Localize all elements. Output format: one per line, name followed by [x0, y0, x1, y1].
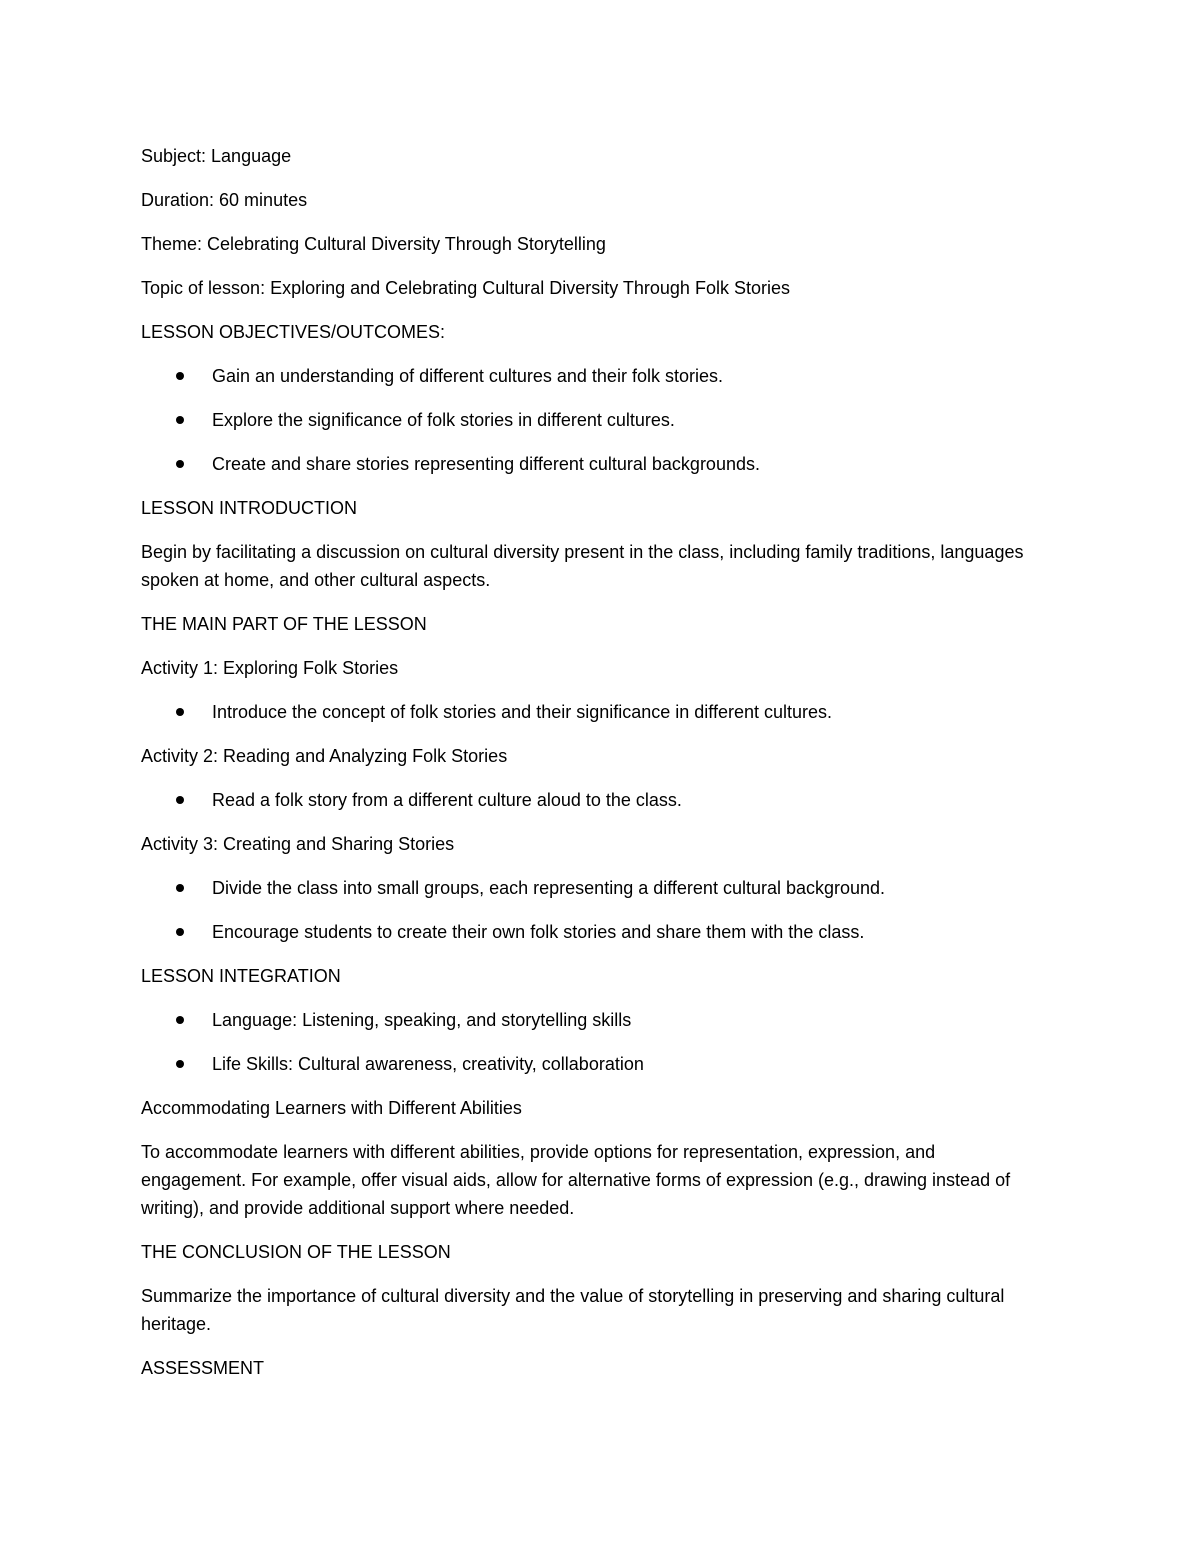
bullet-icon: [176, 928, 184, 936]
accommodating-heading: Accommodating Learners with Different Abilities: [141, 1098, 522, 1118]
bullet-icon: [176, 708, 184, 716]
theme-line: Theme: Celebrating Cultural Diversity Through Storytelling: [141, 234, 606, 254]
list-item-text: Gain an understanding of different cultures and their folk stories.: [212, 366, 723, 386]
activity-1-list: [141, 698, 1041, 726]
introduction-text: Begin by facilitating a discussion on cultural diversity present in the class, including family traditions, languages spoken at home, and other cultural aspects.: [141, 542, 1024, 590]
list-item-text: Explore the significance of folk stories in different cultures.: [212, 410, 675, 430]
main-part-heading: THE MAIN PART OF THE LESSON: [141, 614, 427, 634]
activity-3-list: [141, 874, 1041, 946]
bullet-icon: [176, 1016, 184, 1024]
list-item-text: Encourage students to create their own folk stories and share them with the class.: [212, 922, 865, 942]
bullet-icon: [176, 416, 184, 424]
duration-line: Duration: 60 minutes: [141, 190, 308, 210]
conclusion-heading: THE CONCLUSION OF THE LESSON: [141, 1242, 451, 1262]
integration-heading: LESSON INTEGRATION: [141, 966, 341, 986]
objectives-heading: LESSON OBJECTIVES/OUTCOMES:: [141, 322, 446, 342]
activity-3-title: Activity 3: Creating and Sharing Stories: [141, 834, 455, 854]
list-item-text: Create and share stories representing different cultural backgrounds.: [212, 454, 760, 474]
list-item: [141, 362, 1041, 390]
activity-2-list: [141, 786, 1041, 814]
list-item: [141, 918, 1041, 946]
bullet-icon: [176, 460, 184, 468]
document-page: [141, 142, 1041, 1398]
accommodating-text: To accommodate learners with different abilities, provide options for representation, expression, and engagement. For example, offer visual aids, allow for alternative forms of expression (e.g., drawing instead of writing), and provide additional support where needed.: [141, 1142, 1011, 1218]
list-item-text: Divide the class into small groups, each representing a different cultural background.: [212, 878, 886, 898]
list-item: [141, 786, 1041, 814]
bullet-icon: [176, 796, 184, 804]
assessment-heading: ASSESSMENT: [141, 1358, 265, 1378]
bullet-icon: [176, 372, 184, 380]
conclusion-text: Summarize the importance of cultural diversity and the value of storytelling in preserving and sharing cultural heritage.: [141, 1286, 1005, 1334]
list-item: [141, 1050, 1041, 1078]
list-item: [141, 874, 1041, 902]
list-item: [141, 406, 1041, 434]
integration-list: [141, 1006, 1041, 1078]
list-item: [141, 698, 1041, 726]
bullet-icon: [176, 1060, 184, 1068]
topic-line: Topic of lesson: Exploring and Celebrating Cultural Diversity Through Folk Stories: [141, 278, 790, 298]
list-item: [141, 1006, 1041, 1034]
activity-1-title: Activity 1: Exploring Folk Stories: [141, 658, 399, 678]
bullet-icon: [176, 884, 184, 892]
list-item: [141, 450, 1041, 478]
list-item-text: Language: Listening, speaking, and storytelling skills: [212, 1010, 632, 1030]
list-item-text: Read a folk story from a different culture aloud to the class.: [212, 790, 682, 810]
objectives-list: [141, 362, 1041, 478]
activity-2-title: Activity 2: Reading and Analyzing Folk Stories: [141, 746, 508, 766]
subject-line: Subject: Language: [141, 146, 292, 166]
list-item-text: Life Skills: Cultural awareness, creativity, collaboration: [212, 1054, 644, 1074]
list-item-text: Introduce the concept of folk stories and their significance in different cultures.: [212, 702, 833, 722]
introduction-heading: LESSON INTRODUCTION: [141, 498, 358, 518]
